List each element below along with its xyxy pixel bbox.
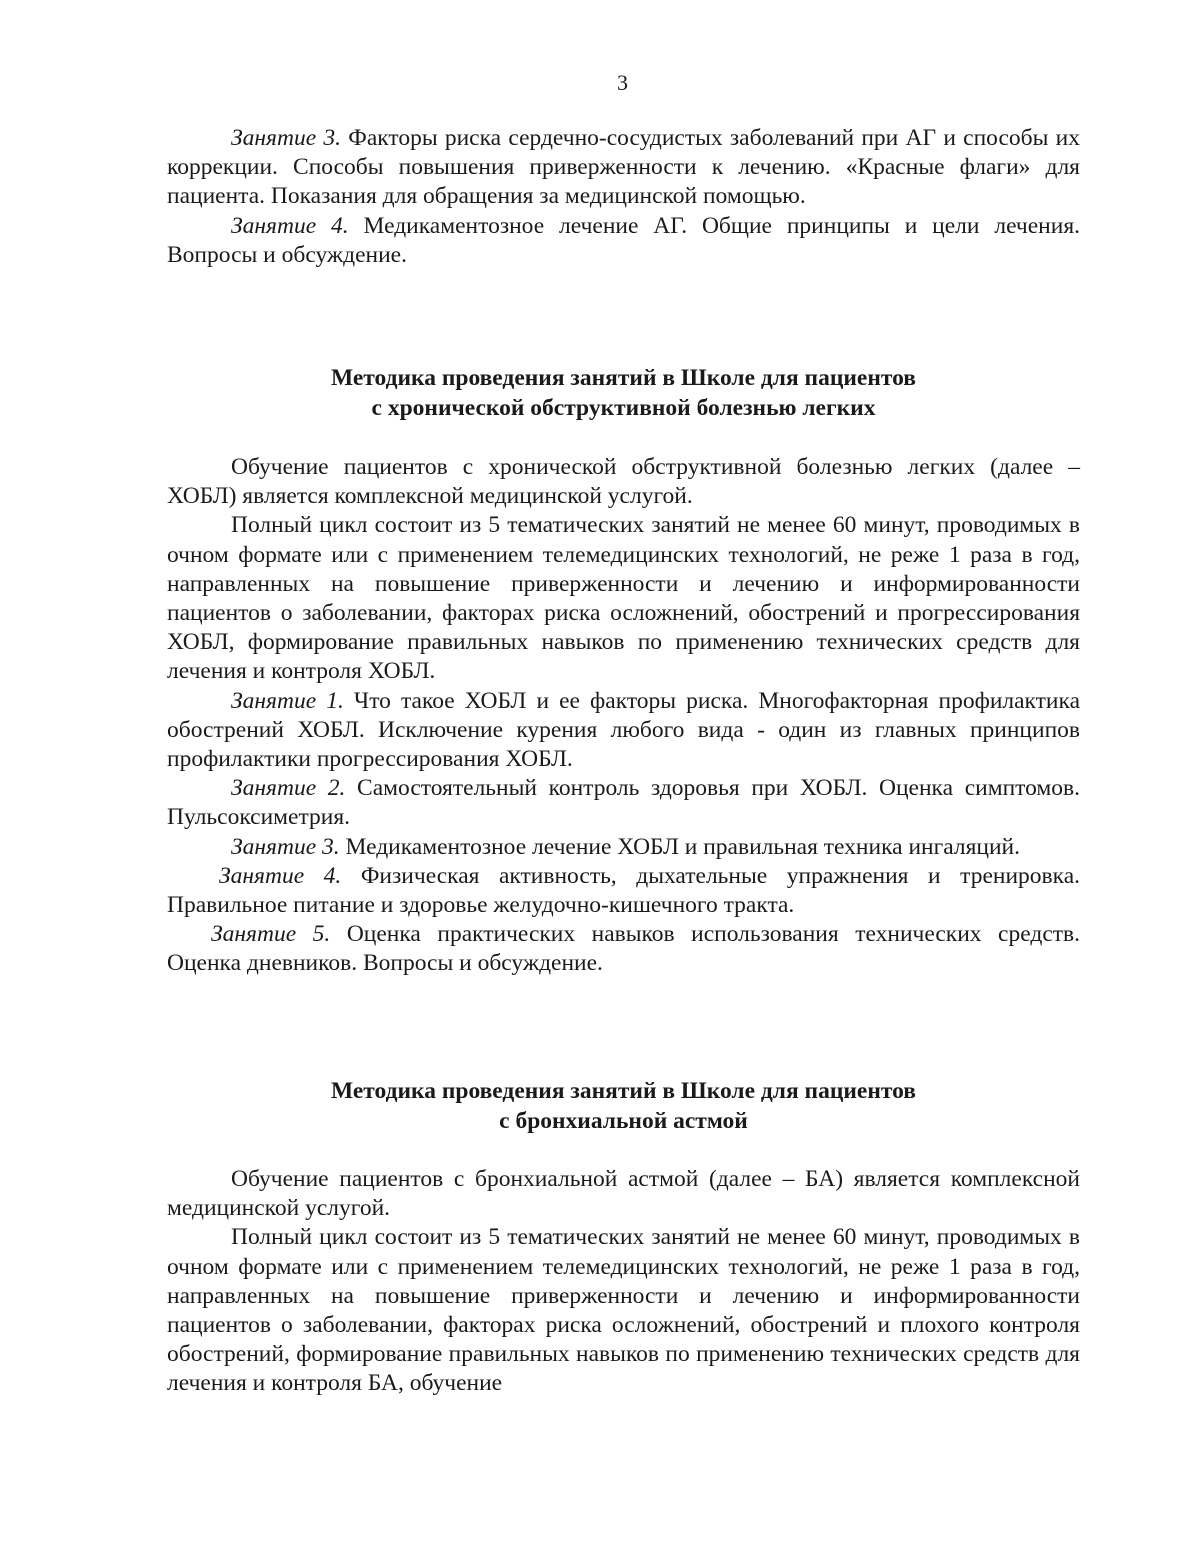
lesson-text: Медикаментозное лечение ХОБЛ и правильная техника ингаляций. bbox=[339, 833, 1021, 860]
heading-line: Методика проведения занятий в Школе для пациентов bbox=[331, 1078, 916, 1104]
lesson-paragraph bbox=[167, 833, 1080, 862]
lesson-paragraph bbox=[167, 212, 1080, 270]
lesson-label: Занятие 1. bbox=[231, 687, 344, 714]
lesson-paragraph bbox=[167, 862, 1080, 920]
heading-line: с хронической обструктивной болезнью легких bbox=[371, 394, 876, 421]
lesson-text: Физическая активность, дыхательные упражнения и тренировка. Правильное питание и здоровье желудочно-кишечного тракта. bbox=[167, 862, 1080, 919]
lesson-paragraph bbox=[167, 124, 1080, 212]
copd-body bbox=[167, 453, 1080, 979]
lesson-label: Занятие 3. bbox=[231, 833, 340, 860]
cycle-paragraph: Полный цикл состоит из 5 тематических занятий не менее 60 минут, проводимых в очном формате или с применением телемедицинских технологий, не реже 1 раза в год, направленных на повышение приверженности и лечению и информированности пациентов о заболевании, факторах риска осложнений, обострений и плохого контроля обострений, формирование правильных навыков по применению технических средств для лечения и контроля БА, обучение bbox=[167, 1224, 1080, 1397]
lesson-text: Оценка практических навыков использования технических средств. Оценка дневников. Вопросы и обсуждение. bbox=[167, 921, 1080, 977]
lesson-paragraph bbox=[167, 920, 1080, 978]
lesson-paragraph bbox=[167, 687, 1080, 775]
lesson-text: Что такое ХОБЛ и ее факторы риска. Многофакторная профилактика обострений ХОБЛ. Исключение курения любого вида - один из главных принципов профилактики прогрессирования ХОБЛ. bbox=[167, 687, 1080, 773]
lesson-label: Занятие 3. bbox=[231, 125, 341, 151]
lesson-text: Медикаментозное лечение АГ. Общие принципы и цели лечения. Вопросы и обсуждение. bbox=[167, 212, 1080, 268]
lesson-label: Занятие 4. bbox=[231, 212, 349, 239]
intro-paragraph: Обучение пациентов с бронхиальной астмой (далее – БА) является комплексной медицинской услугой. bbox=[167, 1166, 1080, 1222]
lesson-text: Факторы риска сердечно-сосудистых заболеваний при АГ и способы их коррекции. Способы повышения приверженности к лечению. «Красные флаги» для пациента. Показания для обращения за медицинской помощью. bbox=[167, 125, 1080, 210]
lesson-label: Занятие 4. bbox=[219, 862, 342, 889]
section-heading-copd bbox=[167, 364, 1080, 423]
asthma-body bbox=[167, 1165, 1080, 1399]
lesson-text: Самостоятельный контроль здоровья при ХОБЛ. Оценка симптомов. Пульсоксиметрия. bbox=[167, 775, 1080, 831]
heading-line: Методика проведения занятий в Школе для пациентов bbox=[331, 365, 916, 391]
page-number: 3 bbox=[617, 70, 628, 95]
lesson-paragraph bbox=[167, 774, 1080, 832]
heading-line: с бронхиальной астмой bbox=[499, 1107, 748, 1134]
section-heading-asthma bbox=[167, 1077, 1080, 1136]
intro-paragraph: Обучение пациентов с хронической обструктивной болезнью легких (далее – ХОБЛ) является комплексной медицинской услугой. bbox=[167, 454, 1080, 510]
cycle-paragraph: Полный цикл состоит из 5 тематических занятий не менее 60 минут, проводимых в очном формате или с применением телемедицинских технологий, не реже 1 раза в год, направленных на повышение приверженности и лечению и информированности пациентов о заболевании, факторах риска осложнений, обострений и прогрессирования ХОБЛ, формирование правильных навыков по применению технических средств для лечения и контроля ХОБЛ. bbox=[167, 512, 1080, 685]
lesson-label: Занятие 2. bbox=[231, 775, 346, 802]
lesson-label: Занятие 5. bbox=[211, 921, 331, 948]
top-lessons-block bbox=[167, 124, 1080, 270]
